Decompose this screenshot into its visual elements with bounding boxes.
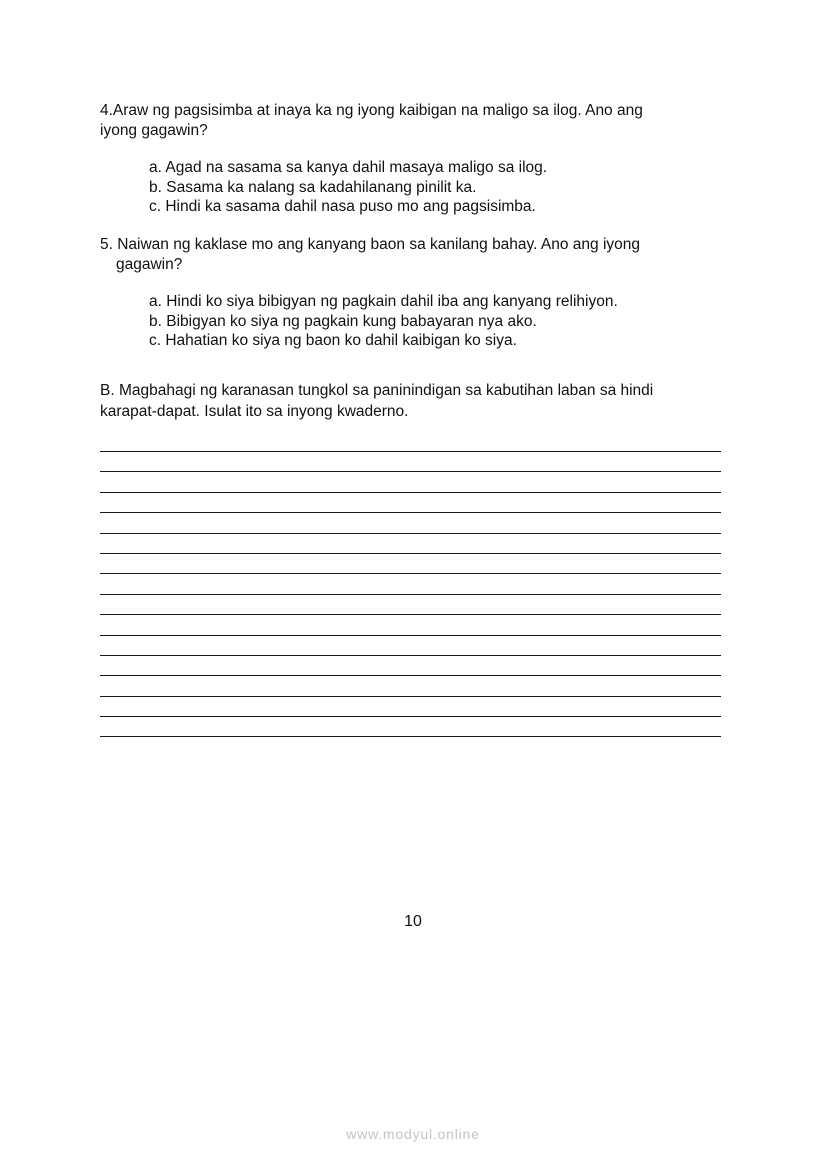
- question-4-line-2: iyong gagawin?: [100, 122, 208, 139]
- answer-lines[interactable]: [100, 451, 721, 737]
- answer-line[interactable]: [100, 717, 721, 737]
- answer-line[interactable]: [100, 513, 721, 533]
- section-b-line-2: karapat-dapat. Isulat ito sa inyong kwaderno.: [100, 403, 409, 420]
- answer-line[interactable]: [100, 656, 721, 676]
- question-4-choices: [149, 158, 547, 217]
- answer-line[interactable]: [100, 636, 721, 656]
- question-5-choice-a: a. Hindi ko siya bibigyan ng pagkain dahil iba ang kanyang relihiyon.: [149, 293, 618, 310]
- question-5-choice-c: c. Hahatian ko siya ng baon ko dahil kaibigan ko siya.: [149, 332, 517, 349]
- question-5-choices: [149, 292, 618, 351]
- answer-line[interactable]: [100, 595, 721, 615]
- answer-line[interactable]: [100, 574, 721, 594]
- answer-line[interactable]: [100, 534, 721, 554]
- question-4-choice-c: c. Hindi ka sasama dahil nasa puso mo ang pagsisimba.: [149, 198, 536, 215]
- page-number: 10: [404, 913, 422, 930]
- question-5-choice-b: b. Bibigyan ko siya ng pagkain kung babayaran nya ako.: [149, 312, 537, 330]
- answer-line[interactable]: [100, 493, 721, 513]
- question-5-line-2: gagawin?: [116, 256, 183, 273]
- answer-line[interactable]: [100, 554, 721, 574]
- answer-line[interactable]: [100, 472, 721, 492]
- question-5-line-1: 5. Naiwan ng kaklase mo ang kanyang baon sa kanilang bahay. Ano ang iyong: [100, 236, 641, 253]
- question-4-choice-b: b. Sasama ka nalang sa kadahilanang pinilit ka.: [149, 178, 477, 196]
- answer-line[interactable]: [100, 452, 721, 472]
- answer-line[interactable]: [100, 697, 721, 717]
- answer-line[interactable]: [100, 676, 721, 696]
- watermark-text: www.modyul.online: [346, 1126, 480, 1142]
- question-4-choice-a: a. Agad na sasama sa kanya dahil masaya maligo sa ilog.: [149, 159, 548, 176]
- question-4-line-1: 4.Araw ng pagsisimba at inaya ka ng iyong kaibigan na maligo sa ilog. Ano ang: [100, 102, 643, 119]
- section-b-line-1: B. Magbahagi ng karanasan tungkol sa paninindigan sa kabutihan laban sa hindi: [100, 382, 654, 399]
- answer-line[interactable]: [100, 615, 721, 635]
